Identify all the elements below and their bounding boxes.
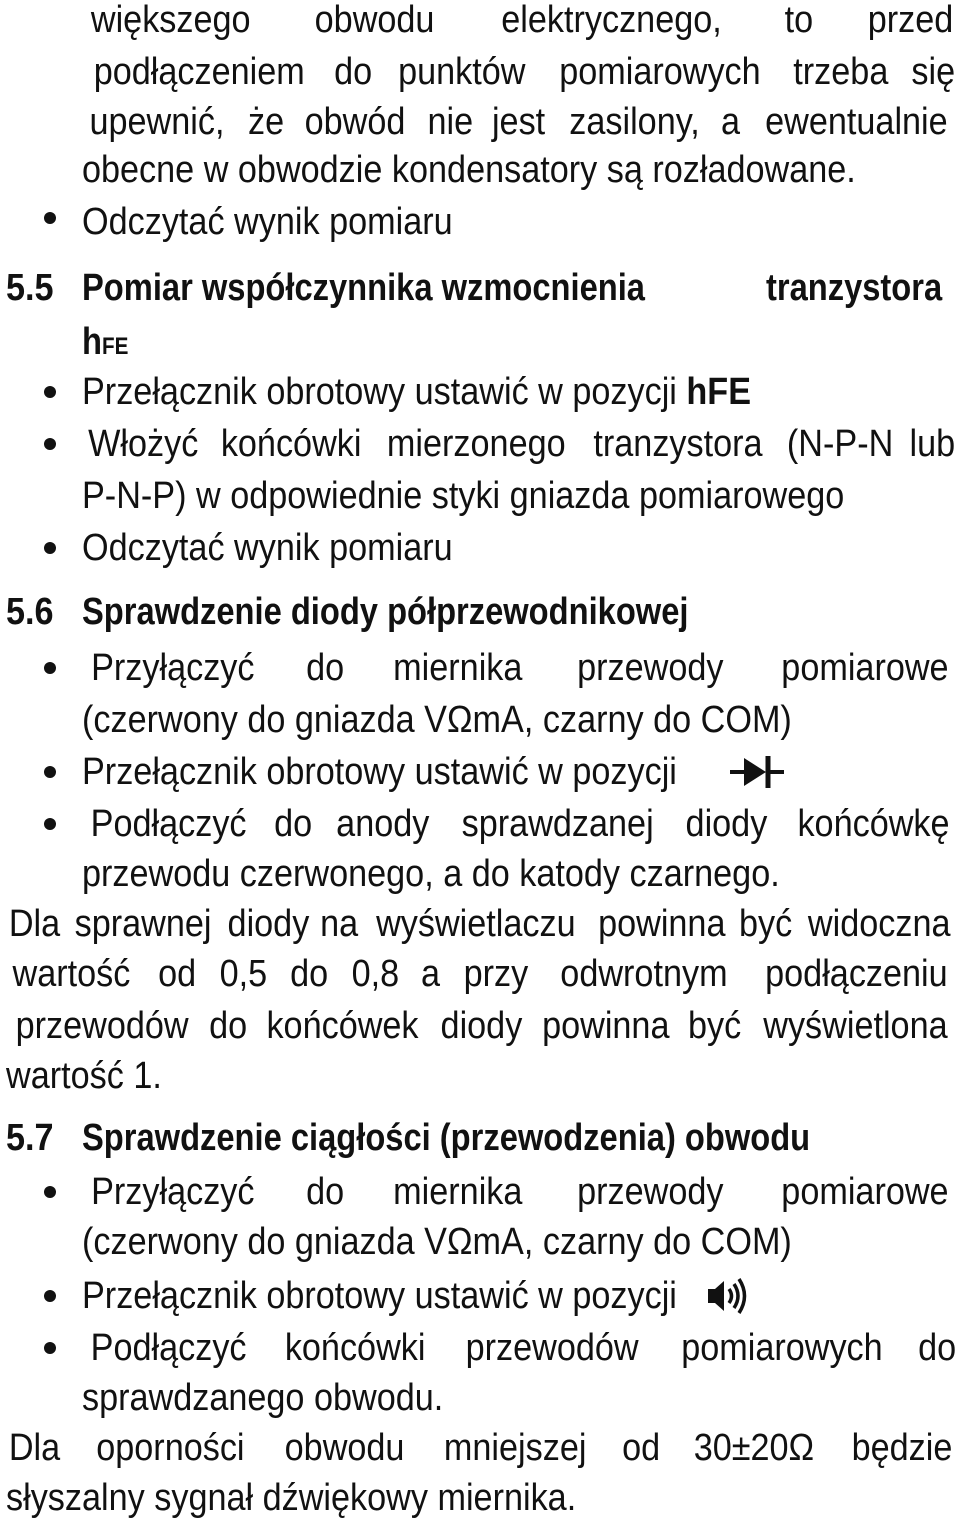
bullet-icon xyxy=(44,662,56,674)
word: mierzonego xyxy=(387,423,567,465)
word: przy xyxy=(463,953,529,995)
list-item: Przełącznik obrotowy ustawić w pozycji xyxy=(82,751,677,793)
intro-line-3 xyxy=(82,96,958,148)
word: do xyxy=(274,803,313,845)
paragraph-line xyxy=(6,898,958,950)
word: ewentualnie xyxy=(765,101,948,143)
word: a xyxy=(721,101,741,143)
bullet-icon xyxy=(44,1186,56,1198)
word: 0,8 xyxy=(351,953,400,995)
intro-line-4: obecne w obwodzie kondensatory są rozładowane. xyxy=(82,149,856,191)
word: podłączeniu xyxy=(765,953,948,995)
word: że xyxy=(247,101,284,143)
section-number: 5.7 xyxy=(6,1117,54,1159)
section-title: Pomiar współczynnika wzmocnienia xyxy=(82,267,645,309)
word: Podłączyć xyxy=(90,803,247,845)
list-item-continued: P-N-P) w odpowiednie styki gniazda pomiarowego xyxy=(82,475,845,517)
list-item xyxy=(82,1166,958,1218)
word: powinna xyxy=(542,1005,670,1047)
bullet-icon xyxy=(44,818,56,830)
word: końcówki xyxy=(220,423,362,465)
word: podłączeniem xyxy=(93,51,305,93)
word: do xyxy=(334,51,373,93)
word: diody xyxy=(440,1005,522,1047)
paragraph-line: słyszalny sygnał dźwiękowy miernika. xyxy=(6,1477,577,1519)
paragraph-line xyxy=(6,948,958,1000)
section-number: 5.6 xyxy=(6,591,54,633)
word: Dla xyxy=(8,1427,61,1469)
paragraph-line: wartość 1. xyxy=(6,1055,162,1097)
word: przewodów xyxy=(15,1005,189,1047)
word: obwodu xyxy=(284,1427,405,1469)
word: przewody xyxy=(577,647,724,689)
word: sprawnej xyxy=(74,903,212,945)
word: wartość xyxy=(12,953,131,995)
list-item-continued: przewodu czerwonego, a do katody czarnego. xyxy=(82,853,780,895)
word: elektrycznego, xyxy=(501,0,723,41)
word: przewodów xyxy=(465,1327,639,1369)
list-item-continued: (czerwony do gniazda VΩmA, czarny do COM) xyxy=(82,1221,792,1263)
word: większego xyxy=(90,0,251,41)
word: się xyxy=(911,51,956,93)
word: oporności xyxy=(96,1427,245,1469)
diode-icon xyxy=(728,752,788,792)
word: miernika xyxy=(393,647,523,689)
word: być xyxy=(688,1005,742,1047)
word: (N-P-N xyxy=(786,423,894,465)
word: na xyxy=(320,903,359,945)
bullet-icon xyxy=(44,212,56,224)
word: końcówkę xyxy=(797,803,950,845)
word: jest xyxy=(492,101,546,143)
word: tranzystora xyxy=(593,423,763,465)
word: do xyxy=(305,1171,344,1213)
word: Podłączyć xyxy=(90,1327,247,1369)
word: obwód xyxy=(304,101,406,143)
word: wyświetlaczu xyxy=(375,903,576,945)
section-title-continued: tranzystora xyxy=(766,267,943,309)
word: trzeba xyxy=(793,51,889,93)
word: przewody xyxy=(577,1171,724,1213)
word: upewnić, xyxy=(89,101,225,143)
word: nie xyxy=(427,101,473,143)
word: do xyxy=(209,1005,248,1047)
word: powinna xyxy=(597,903,726,945)
list-item: Odczytać wynik pomiaru xyxy=(82,527,453,569)
word: pomiarowych xyxy=(681,1327,883,1369)
section-title: Sprawdzenie diody półprzewodnikowej xyxy=(82,591,689,633)
word: do xyxy=(305,647,344,689)
word: końcówek xyxy=(266,1005,419,1047)
word: będzie xyxy=(851,1427,953,1469)
bullet-icon xyxy=(44,386,56,398)
word: to xyxy=(784,0,813,41)
list-item: Przełącznik obrotowy ustawić w pozycji xyxy=(82,1275,677,1317)
word: sprawdzanej xyxy=(461,803,654,845)
word: wyświetlona xyxy=(763,1005,948,1047)
word: lub xyxy=(909,423,956,465)
word: do xyxy=(290,953,329,995)
bullet-icon xyxy=(44,438,56,450)
word: a xyxy=(421,953,441,995)
list-item xyxy=(82,1322,958,1374)
word: punktów xyxy=(397,51,526,93)
list-item: Przełącznik obrotowy ustawić w pozycji hFE xyxy=(82,371,752,413)
word: od xyxy=(621,1427,660,1469)
word: obwodu xyxy=(314,0,435,41)
word: od xyxy=(157,953,196,995)
word: widoczna xyxy=(807,903,951,945)
word: końcówki xyxy=(285,1327,426,1369)
list-item-continued: (czerwony do gniazda VΩmA, czarny do COM) xyxy=(82,699,792,741)
list-item-continued: sprawdzanego obwodu. xyxy=(82,1377,444,1419)
section-number: 5.5 xyxy=(6,267,54,309)
bullet-icon xyxy=(44,1342,56,1354)
section-title-hfe: hFE xyxy=(82,321,129,363)
word: zasilony, xyxy=(569,101,700,143)
word: pomiarowych xyxy=(559,51,761,93)
word: mniejszej xyxy=(444,1427,587,1469)
word: miernika xyxy=(393,1171,523,1213)
word: diody xyxy=(685,803,768,845)
word: do xyxy=(917,1327,956,1369)
intro-line-1 xyxy=(82,0,958,46)
bullet-icon xyxy=(44,542,56,554)
word: być xyxy=(739,903,793,945)
word: pomiarowe xyxy=(781,647,949,689)
word: pomiarowe xyxy=(781,1171,949,1213)
word: Przyłączyć xyxy=(91,1171,255,1213)
word: 0,5 xyxy=(219,953,267,995)
word: Dla xyxy=(8,903,61,945)
list-item xyxy=(82,642,958,694)
word: odwrotnym xyxy=(559,953,728,995)
word: anody xyxy=(336,803,430,845)
word: 30±20Ω xyxy=(693,1427,815,1469)
list-item xyxy=(82,798,958,850)
intro-line-2 xyxy=(82,46,958,98)
list-item xyxy=(82,418,958,470)
word: przed xyxy=(867,0,954,41)
word: diody xyxy=(227,903,310,945)
paragraph-line xyxy=(6,1422,958,1474)
bullet-icon xyxy=(44,766,56,778)
word: Włożyć xyxy=(88,423,199,465)
bullet-icon xyxy=(44,1290,56,1302)
sound-icon xyxy=(706,1276,748,1316)
section-title: Sprawdzenie ciągłości (przewodzenia) obwodu xyxy=(82,1117,811,1159)
word: Przyłączyć xyxy=(91,647,255,689)
paragraph-line xyxy=(6,1000,958,1052)
list-item: Odczytać wynik pomiaru xyxy=(82,201,453,243)
